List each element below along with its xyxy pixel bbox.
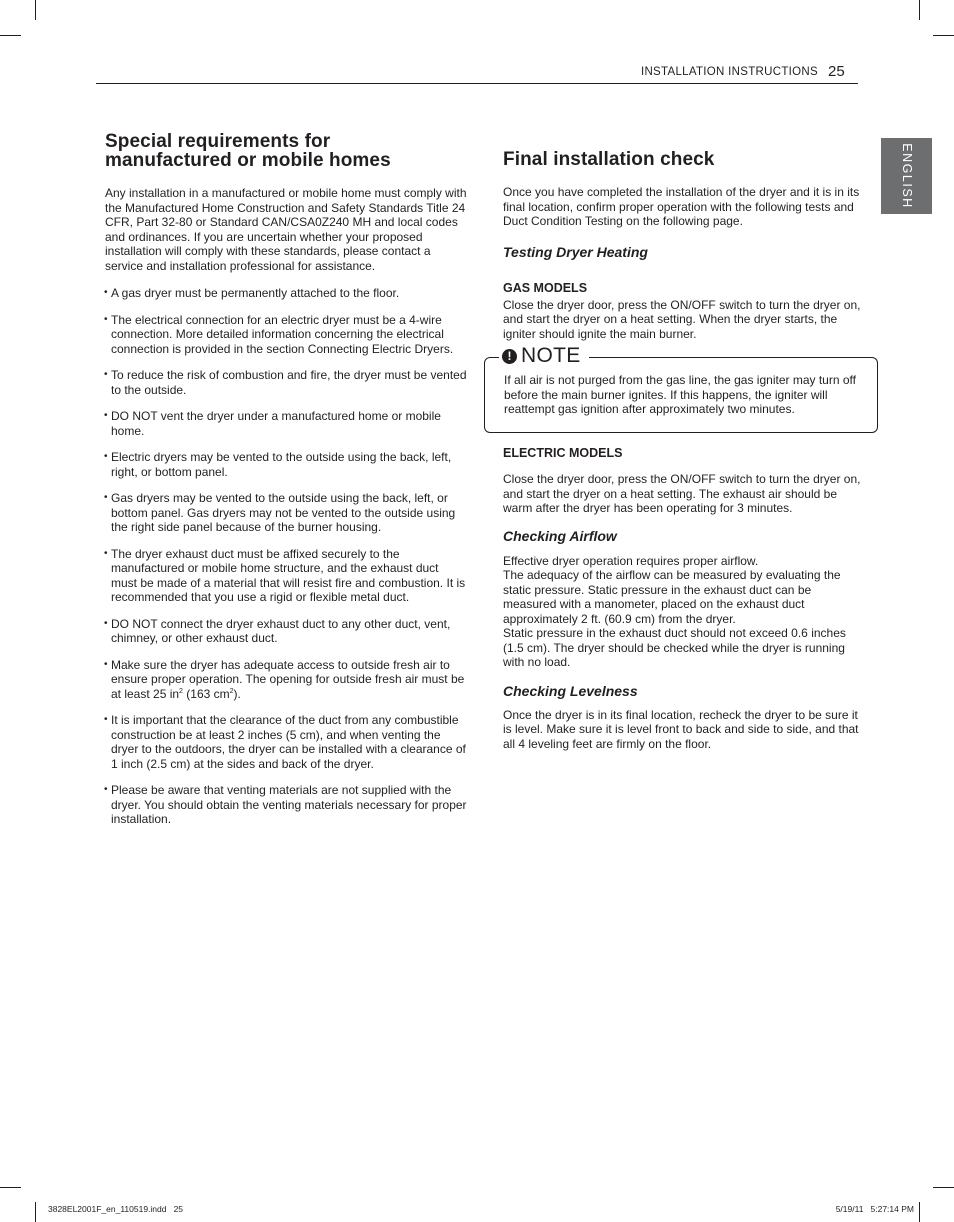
crop-mark: [35, 1202, 36, 1222]
list-item: • Gas dryers may be vented to the outside using the back, left, or bottom panel. Gas dryers may not be vented to the outside using the right side panel because of the burner housing.: [105, 491, 467, 535]
crop-mark: [0, 1187, 21, 1188]
superscript: 2: [179, 687, 183, 695]
footer-file-name: 3828EL2001F_en_110519.indd 25: [48, 1204, 184, 1214]
note-header: [499, 345, 589, 367]
crop-mark: [35, 0, 36, 20]
list-item: • To reduce the risk of combustion and fire, the dryer must be vented to the outside.: [105, 368, 467, 397]
section-heading-final-check: Final installation check: [503, 149, 715, 170]
section-heading-mobile-homes: [105, 132, 467, 170]
subheading-checking-airflow: Checking Airflow: [503, 527, 617, 544]
subheading-gas-models: GAS MODELS: [503, 280, 588, 295]
requirements-list: [105, 286, 467, 827]
footer-timestamp: 5/19/11 5:27:14 PM: [835, 1204, 914, 1214]
list-item: • Please be aware that venting materials are not supplied with the dryer. You should obtain the venting materials necessary for proper installation.: [105, 783, 467, 827]
list-item: • DO NOT vent the dryer under a manufactured home or mobile home.: [105, 409, 467, 438]
list-text: ).: [233, 686, 241, 701]
language-tab-label: ENGLISH: [899, 143, 914, 209]
crop-mark: [933, 35, 954, 36]
crop-mark: [919, 0, 920, 20]
subheading-testing-heating: Testing Dryer Heating: [503, 243, 648, 260]
subheading-checking-levelness: Checking Levelness: [503, 682, 638, 699]
intro-paragraph: Once you have completed the installation of the dryer and it is in its final location, confirm proper operation with the following tests and Duct Condition Testing on the following page.: [503, 185, 860, 228]
gas-paragraph: Close the dryer door, press the ON/OFF switch to turn the dryer on, and start the dryer on a heat setting. When the dryer starts, the igniter should ignite the main burner.: [503, 297, 861, 341]
section-label: INSTALLATION INSTRUCTIONS: [640, 66, 818, 78]
crop-mark: [919, 1202, 920, 1222]
exclamation-icon: !: [502, 349, 517, 364]
levelness-paragraph: Once the dryer is in its final location, recheck the dryer to be sure it is level. Make sure it is level front to back and side to side, and that all 4 leveling feet are firmly on the floor.: [503, 707, 859, 751]
list-text: (163 cm: [182, 686, 230, 701]
note-title: NOTE: [521, 344, 581, 367]
airflow-line: The adequacy of the airflow can be measured by evaluating the static pressure. Static pressure in the exhaust duct can be measured with a manometer, placed on the exhaust duct approximately 2 ft. (60.9 cm) from the dryer.: [503, 568, 841, 626]
intro-paragraph: Any installation in a manufactured or mobile home must comply with the Manufactured Home Construction and Safety Standards Title 24 CFR, Part 32-80 or Standard CAN/CSA0Z240 MH and local codes and ordinances. If you are uncertain whether your proposed installation will comply with these standards, please contact a service and installation professional for assistance.: [105, 186, 467, 273]
list-item: • DO NOT connect the dryer exhaust duct to any other duct, vent, chimney, or other exhaust duct.: [105, 617, 467, 646]
airflow-line: Effective dryer operation requires proper airflow.: [503, 553, 759, 568]
right-column: [503, 128, 865, 751]
page-number: 25: [828, 63, 845, 80]
note-box: [484, 344, 878, 433]
language-tab: [881, 138, 932, 214]
list-text: Make sure the dryer has adequate access to outside fresh air to ensure proper operation. The opening for outside fresh air must be at least 25 in: [111, 657, 465, 701]
list-item: • The electrical connection for an electric dryer must be a 4-wire connection. More detailed information concerning the electrical connection is provided in the section Connecting Electric Dryers.: [105, 313, 467, 357]
list-item: • A gas dryer must be permanently attached to the floor.: [105, 286, 467, 301]
superscript: 2: [229, 687, 234, 695]
crop-mark: [933, 1187, 954, 1188]
left-column: [105, 128, 467, 839]
crop-mark: [0, 35, 21, 36]
list-item: • It is important that the clearance of the duct from any combustible construction be at least 2 inches (5 cm), and when venting the dryer to the outdoors, the dryer can be installed with a clearance of 1 inch (2.5 cm) at the sides and back of the dryer.: [105, 713, 467, 771]
heading-line: Special requirements for: [105, 131, 331, 152]
header-divider: [96, 83, 858, 84]
subheading-electric-models: ELECTRIC MODELS: [503, 446, 623, 460]
electric-paragraph: Close the dryer door, press the ON/OFF switch to turn the dryer on, and start the dryer on a heat setting. The exhaust air should be warm after the dryer has been operating for 3 minutes.: [503, 472, 861, 515]
airflow-line: Static pressure in the exhaust duct should not exceed 0.6 inches (1.5 cm). The dryer should be checked while the dryer is running with no load.: [503, 626, 846, 669]
heading-line: manufactured or mobile homes: [105, 150, 391, 171]
note-text: If all air is not purged from the gas line, the gas igniter may turn off before the main burner ignites. If this happens, the igniter will reattempt gas ignition after approximately two minutes.: [504, 373, 856, 416]
list-item-fresh-air: [105, 658, 467, 702]
list-item: • Electric dryers may be vented to the outside using the back, left, right, or bottom panel.: [105, 450, 467, 479]
list-item: • The dryer exhaust duct must be affixed securely to the manufactured or mobile home structure, and the exhaust duct must be made of a material that will resist fire and combustion. It is recommended that you use a rigid or flexible metal duct.: [105, 547, 467, 605]
